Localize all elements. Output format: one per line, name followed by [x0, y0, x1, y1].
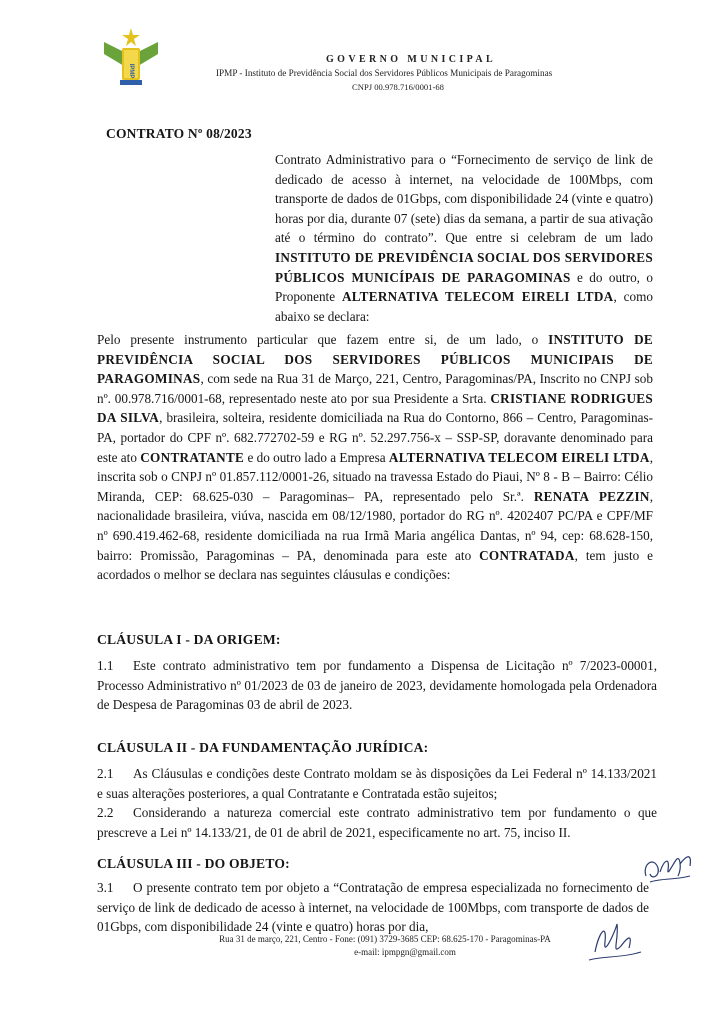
preamble-text: , como abaixo se declara: [275, 289, 653, 324]
clause-item-number: 3.1 [97, 880, 114, 895]
intro-representative-name: RENATA PEZZIN [533, 488, 650, 504]
clause-2-title: CLÁUSULA II - DA FUNDAMENTAÇÃO JURÍDICA: [97, 740, 429, 755]
contract-preamble [275, 150, 653, 326]
clause-item-number: 1.1 [97, 658, 114, 673]
clause-item-text: As Cláusulas e condições deste Contrato moldam se às disposições da Lei Federal nº 14.133/2021 e suas alterações posteriores, a qual Contratante e Contratada estão sujeitos; [97, 766, 657, 801]
intro-president-name: CRISTIANE RODRIGUES DA SILVA [97, 390, 654, 426]
preamble-party-alternativa: ALTERNATIVA TELECOM EIRELI LTDA [341, 289, 614, 305]
intro-text: , inscrita sob o CNPJ nº 01.857.112/0001-26, situado na travessa Estado do Piaui, Nº 8 - B – Bairro: Célio Miranda, CEP: 68.625-030 – Paragominas– PA, representado pelo Sr.ª. [97, 449, 653, 504]
intro-text: Pelo presente instrumento particular que fazem entre si, de um lado, o [97, 332, 549, 347]
clause-2-body [97, 764, 657, 842]
preamble-text: Contrato Administrativo para o “Fornecimento de serviço de link de dedicado de acesso à internet, na velocidade de 100Mbps, com transporte de dados de 01Gbps, com disponibilidade 24 (vinte e quatro) horas por dia, durante 07 (sete) dias da semana, a partir de sua ativação até o término do contrato”. Que entre si celebram de um lado [275, 152, 653, 246]
clause-item [97, 764, 657, 803]
intro-party-ipmp: INSTITUTO DE PREVIDÊNCIA SOCIAL DOS SERVIDORES PÚBLICOS MUNICIPAIS DE PARAGOMINAS [97, 332, 653, 387]
handwritten-initials-icon [640, 846, 696, 896]
ipmp-logo-icon [102, 26, 160, 94]
clause-3-title: CLÁUSULA III - DO OBJETO: [97, 856, 290, 871]
intro-contratante: CONTRATANTE [140, 449, 245, 465]
logo-text: IPMP [128, 63, 134, 79]
page-footer [170, 933, 600, 959]
clause-item-number: 2.1 [97, 766, 114, 781]
preamble-text: e do outro, o Proponente [275, 269, 653, 305]
intro-text: , brasileira, solteira, residente domiciliada na Rua do Contorno, 866 – Centro, Paragominas-PA, portador do CPF nº. 682.772702-59 e RG nº. 52.297.756-x – SSP-SP, doravante denominado para este ato [97, 410, 653, 465]
clause-1-title: CLÁUSULA I - DA ORIGEM: [97, 632, 281, 647]
intro-contratada: CONTRATADA [479, 547, 575, 563]
handwritten-signature-icon [585, 912, 645, 968]
intro-text: , nacionalidade brasileira, viúva, nascida em 08/12/1980, portador do RG nº. 4202407 PC/PA e CPF/MF nº 690.419.462-68, residente domiciliada na rua Irmã Maria angélica Dantas, nº 94, cep: 68.628-150, bairro: Promissão, Paragominas – PA, denominada para este ato [97, 488, 654, 563]
footer-email: e-mail: ipmpgn@gmail.com [354, 947, 456, 957]
header-cnpj: CNPJ 00.978.716/0001-68 [352, 82, 444, 92]
header-title: GOVERNO MUNICIPAL [326, 54, 497, 65]
footer-address: Rua 31 de março, 221, Centro - Fone: (091) 3729-3685 CEP: 68.625-170 - Paragominas-PA [219, 934, 551, 944]
intro-text: e do outro lado a Empresa [244, 449, 389, 465]
clause-item-text: Considerando a natureza comercial este contrato administrativo tem por fundamento o que prescreve a Lei nº 14.133/21, de 01 de abril de 2021, especificamente no art. 75, inciso II. [97, 805, 657, 840]
intro-text: , com sede na Rua 31 de Março, 221, Centro, Paragominas/PA, Inscrito no CNPJ sob nº. 00.978.716/0001-68, representado neste ato por sua Presidente a Srta. [97, 371, 653, 406]
clause-1-body [97, 656, 657, 715]
preamble-party-ipmp: INSTITUTO DE PREVIDÊNCIA SOCIAL DOS SERVIDORES PÚBLICOS MUNICÍPAIS DE PARAGOMINAS [275, 249, 653, 285]
clause-item-number: 2.2 [97, 805, 114, 820]
contract-intro [97, 330, 653, 585]
clause-item-text: Este contrato administrativo tem por fundamento a Dispensa de Licitação nº 7/2023-00001, Processo Administrativo nº 01/2023 de 03 de janeiro de 2023, devidamente homologada pela Ordenadora de Despesa de Paragominas 03 de abril de 2023. [97, 658, 657, 712]
contract-number: CONTRATO Nº 08/2023 [106, 126, 252, 141]
intro-text: , tem justo e acordados o melhor se declara nas seguintes cláusulas e condições: [97, 547, 653, 583]
clause-item-text: O presente contrato tem por objeto a “Contratação de empresa especializada no fornecimento de serviço de link de dedicado de acesso à internet, na velocidade de 100Mbps, com transporte de dados de 01Gbps, com disponibilidade 24 (vinte e quatro) horas por dia, [97, 880, 649, 934]
clause-item [97, 803, 657, 842]
header-subtitle: IPMP - Instituto de Previdência Social dos Servidores Públicos Municipais de Paragominas [216, 68, 553, 78]
intro-party-alternativa: ALTERNATIVA TELECOM EIRELI LTDA [388, 449, 650, 465]
clause-3-body [97, 878, 649, 937]
